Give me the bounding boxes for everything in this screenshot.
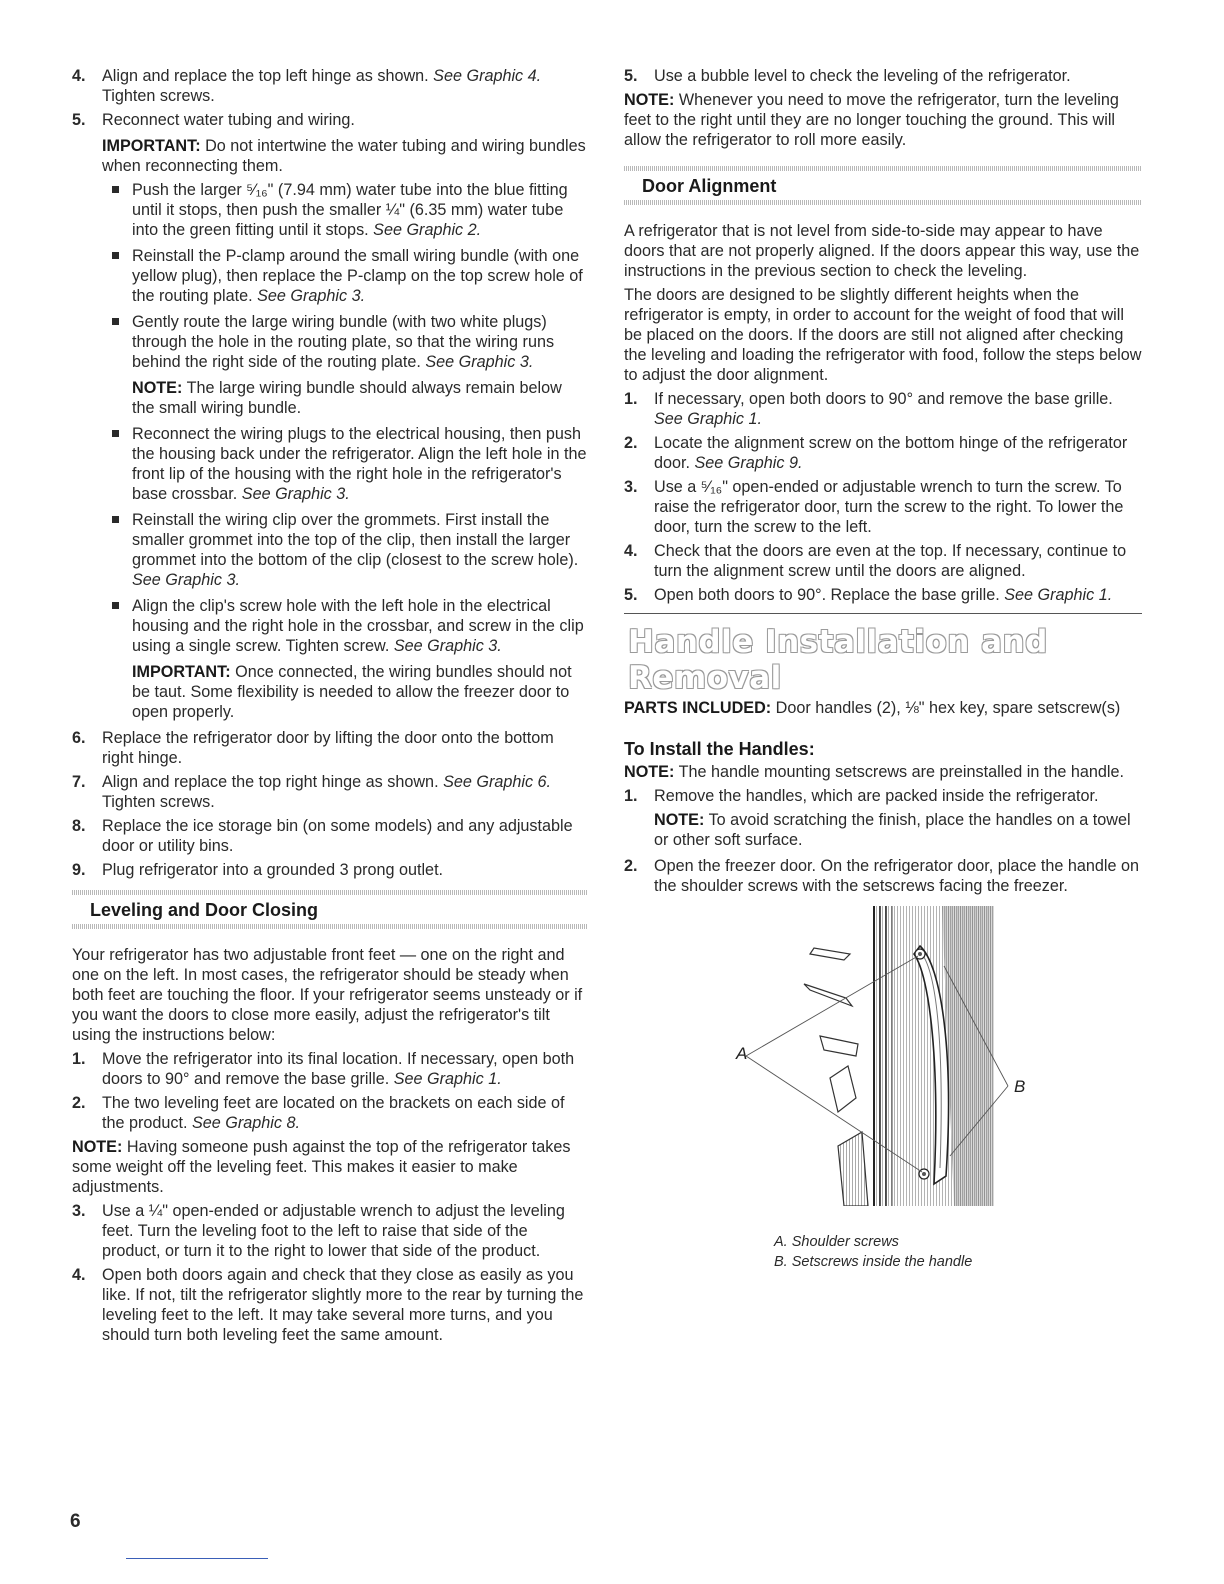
label-a: A <box>736 1044 748 1063</box>
step-9 <box>72 860 588 880</box>
section-divider <box>624 613 1142 614</box>
bullet-icon <box>112 252 119 259</box>
door-step-1 <box>624 389 1142 429</box>
door-paragraph: The doors are designed to be slightly different heights when the refrigerator is empty, in order to account for the weight of food that will be placed on the doors. If the doors are still not aligned after checking the leveling and loading the refrigerator with food, follow the steps below to adjust the door alignment. <box>624 286 1142 384</box>
bullet-icon <box>112 516 119 523</box>
step-7 <box>72 772 588 812</box>
step-text: Align and replace the top left hinge as shown. <box>102 67 434 85</box>
label-b: B <box>1014 1077 1026 1096</box>
note-label: NOTE: <box>624 91 675 109</box>
important-text: Do not intertwine the water tubing and wiring bundles when reconnecting them. <box>102 137 586 175</box>
shoulder-screw-top <box>915 949 925 959</box>
install-handles-title: To Install the Handles: <box>624 739 815 759</box>
caption-shoulder-screws: A. Shoulder screws <box>774 1234 899 1250</box>
step-text: Open both doors to 90°. Replace the base grille. <box>654 586 1005 604</box>
graphic-reference: See Graphic 3. <box>393 637 502 655</box>
handle-diagram <box>624 906 1142 1206</box>
step-number: 2. <box>624 857 638 875</box>
bullet-icon <box>112 318 119 325</box>
step-text: Tighten screws. <box>102 87 215 105</box>
note <box>72 378 588 418</box>
graphic-reference: See Graphic 3. <box>257 287 366 305</box>
step-text: Remove the handles, which are packed inside the refrigerator. <box>654 787 1099 805</box>
step-number: 1. <box>72 1050 86 1068</box>
footer-link-line <box>126 1558 268 1559</box>
graphic-reference: See Graphic 1. <box>654 410 762 428</box>
header-rule <box>624 200 1142 205</box>
door-step-4 <box>624 541 1142 581</box>
note-label: NOTE: <box>654 811 705 829</box>
important-note <box>72 662 588 722</box>
parts-included <box>624 698 1142 718</box>
note-label: NOTE: <box>132 379 183 397</box>
door-step-2 <box>624 433 1142 473</box>
step-8 <box>72 816 588 856</box>
door-paragraph: A refrigerator that is not level from side-to-side may appear to have doors that are not properly aligned. If the doors appear this way, use the instructions in the previous section to check the leveling. <box>624 222 1140 280</box>
bullet-text: Push the larger ⁵⁄₁₆" (7.94 mm) water tube into the blue fitting until it stops, then push the smaller ¼" (6.35 mm) water tube into the green fitting until it stops. <box>132 181 568 239</box>
section-header-door-alignment <box>624 166 1142 205</box>
header-rule <box>72 924 588 929</box>
step-text: Open the freezer door. On the refrigerator door, place the handle on the shoulder screws with the setscrews facing the freezer. <box>654 857 1140 895</box>
step-text: Use a bubble level to check the leveling of the refrigerator. <box>654 67 1071 85</box>
move-note <box>624 90 1142 150</box>
step-number: 4. <box>72 67 86 85</box>
step-text: Align and replace the top right hinge as shown. <box>102 773 444 791</box>
leveling-note <box>72 1137 588 1197</box>
note-text: The handle mounting setscrews are preinstalled in the handle. <box>674 763 1124 781</box>
graphic-reference: See Graphic 1. <box>1004 586 1113 604</box>
graphic-reference: See Graphic 4. <box>433 67 542 85</box>
step-number: 5. <box>624 67 638 85</box>
graphic-reference: See Graphic 3. <box>241 485 350 503</box>
step-number: 4. <box>624 542 638 560</box>
freezer-shelves <box>804 948 868 1206</box>
bullet-item <box>72 246 588 306</box>
graphic-reference: See Graphic 8. <box>192 1114 300 1132</box>
install-step-2 <box>624 856 1142 896</box>
right-column <box>624 66 1142 1270</box>
graphic-reference: See Graphic 6. <box>443 773 552 791</box>
graphic-reference: See Graphic 3. <box>425 353 534 371</box>
step-text: Open both doors again and check that they close as easily as you like. If not, tilt the refrigerator slightly more to the rear by turning the leveling feet to the left. It may take several more turns, and you should turn both leveling feet the same amount. <box>102 1266 584 1344</box>
important-label: IMPORTANT: <box>102 137 201 155</box>
note-label: NOTE: <box>624 763 675 781</box>
step-number: 9. <box>72 861 86 879</box>
step-number: 7. <box>72 773 86 791</box>
leveling-step-1 <box>72 1049 588 1089</box>
left-column <box>72 66 588 1349</box>
step-number: 8. <box>72 817 86 835</box>
step-text: Plug refrigerator into a grounded 3 prong outlet. <box>102 861 444 879</box>
section-header-leveling <box>72 890 588 929</box>
leveling-step-4 <box>72 1265 588 1345</box>
step-text: Replace the refrigerator door by lifting the door onto the bottom right hinge. <box>102 729 554 767</box>
step-number: 5. <box>72 111 86 129</box>
important-text: Once connected, the wiring bundles should not be taut. Some flexibility is needed to allow the freezer door to open properly. <box>132 663 572 721</box>
parts-text: Door handles (2), ⅛" hex key, spare setscrew(s) <box>771 699 1121 717</box>
step-number: 1. <box>624 390 638 408</box>
step-text: Locate the alignment screw on the bottom hinge of the refrigerator door. <box>654 434 1128 472</box>
leveling-step-2 <box>72 1093 588 1133</box>
step-text: Tighten screws. <box>102 793 215 811</box>
leveling-step-5 <box>624 66 1142 86</box>
important-label: IMPORTANT: <box>132 663 231 681</box>
bullet-icon <box>112 430 119 437</box>
bullet-text: Reinstall the P-clamp around the small wiring bundle (with one yellow plug), then replace the P-clamp on the top screw hole of the routing plate. <box>132 247 583 305</box>
graphic-reference: See Graphic 1. <box>393 1070 502 1088</box>
note-text: Whenever you need to move the refrigerator, turn the leveling feet to the right until they are no longer touching the ground. This will allow the refrigerator to roll more easily. <box>624 91 1119 149</box>
graphic-reference: See Graphic 3. <box>132 571 240 589</box>
step-number: 5. <box>624 586 638 604</box>
handle-section-title: Handle Installation and Removal <box>628 624 1048 696</box>
bullet-item <box>72 596 588 656</box>
install-note <box>624 762 1142 782</box>
step-number: 1. <box>624 787 638 805</box>
leveling-intro: Your refrigerator has two adjustable front feet — one on the right and one on the left. In most cases, the refrigerator should be steady when both feet are touching the floor. If your refrigerator seems unsteady or if you want the doors to close more easily, adjust the refrigerator's tilt using the instructions below: <box>72 946 583 1044</box>
section-title: Door Alignment <box>642 176 777 196</box>
bullet-text: Align the clip's screw hole with the left hole in the electrical housing and the right hole in the crossbar, and screw in the clip using a single screw. Tighten screw. <box>132 597 584 655</box>
install-step-1 <box>624 786 1142 806</box>
step-text: Use a ⁵⁄₁₆" open-ended or adjustable wrench to turn the screw. To raise the refrigerator door, turn the screw to the right. To lower the door, turn the screw to the left. <box>654 478 1124 536</box>
bullet-item <box>72 424 588 504</box>
step-number: 3. <box>72 1202 86 1220</box>
step-6 <box>72 728 588 768</box>
handle-installation-figure <box>624 906 1142 1270</box>
leveling-step-3 <box>72 1201 588 1261</box>
bullet-text: Gently route the large wiring bundle (with two white plugs) through the hole in the routing plate, so that the wiring runs behind the right side of the routing plate. <box>132 313 555 371</box>
section-title: Leveling and Door Closing <box>90 900 319 920</box>
step-text: Use a ¼" open-ended or adjustable wrench to adjust the leveling feet. Turn the leveling foot to the left to raise that side of the product, or turn it to the right to lower that side of the product. <box>102 1202 565 1260</box>
bullet-item <box>72 510 588 590</box>
step-text: The two leveling feet are located on the brackets on each side of the product. <box>102 1094 565 1132</box>
note-text: The large wiring bundle should always remain below the small wiring bundle. <box>132 379 562 417</box>
door-step-3 <box>624 477 1142 537</box>
step-number: 2. <box>72 1094 86 1112</box>
caption-setscrews: B. Setscrews inside the handle <box>774 1254 973 1270</box>
step-5 <box>72 110 588 176</box>
page-number: 6 <box>70 1511 81 1532</box>
step-text: Check that the doors are even at the top. If necessary, continue to turn the alignment screw until the doors are aligned. <box>654 542 1127 580</box>
step-text: Move the refrigerator into its final location. If necessary, open both doors to 90° and remove the base grille. <box>102 1050 575 1088</box>
step-number: 4. <box>72 1266 86 1284</box>
graphic-reference: See Graphic 2. <box>373 221 482 239</box>
step-number: 3. <box>624 478 638 496</box>
bullet-icon <box>112 186 119 193</box>
step-text: Replace the ice storage bin (on some models) and any adjustable door or utility bins. <box>102 817 573 855</box>
note-text: To avoid scratching the finish, place the handles on a towel or other soft surface. <box>654 811 1131 849</box>
step-number: 2. <box>624 434 638 452</box>
bullet-text: Reconnect the wiring plugs to the electrical housing, then push the housing back under the refrigerator. Align the left hole in the front lip of the housing with the right hole in the refrigerator's base crossbar. <box>132 425 587 503</box>
step-text: Reconnect water tubing and wiring. <box>102 111 355 129</box>
parts-label: PARTS INCLUDED: <box>624 699 772 717</box>
step-4 <box>72 66 588 106</box>
install-note-2 <box>624 810 1142 850</box>
graphic-reference: See Graphic 9. <box>694 454 803 472</box>
bullet-icon <box>112 602 119 609</box>
bullet-text: Reinstall the wiring clip over the grommets. First install the smaller grommet into the top of the clip, then install the larger grommet into the bottom of the clip (closest to the screw hole). <box>132 511 579 569</box>
note-label: NOTE: <box>72 1138 123 1156</box>
step-text: If necessary, open both doors to 90° and remove the base grille. <box>654 390 1113 408</box>
note-text: Having someone push against the top of the refrigerator takes some weight off the leveling feet. This makes it easier to make adjustments. <box>72 1138 571 1196</box>
bullet-item <box>72 312 588 372</box>
important-note <box>102 136 588 176</box>
door-step-5 <box>624 585 1142 605</box>
step-number: 6. <box>72 729 86 747</box>
bullet-item <box>72 180 588 240</box>
